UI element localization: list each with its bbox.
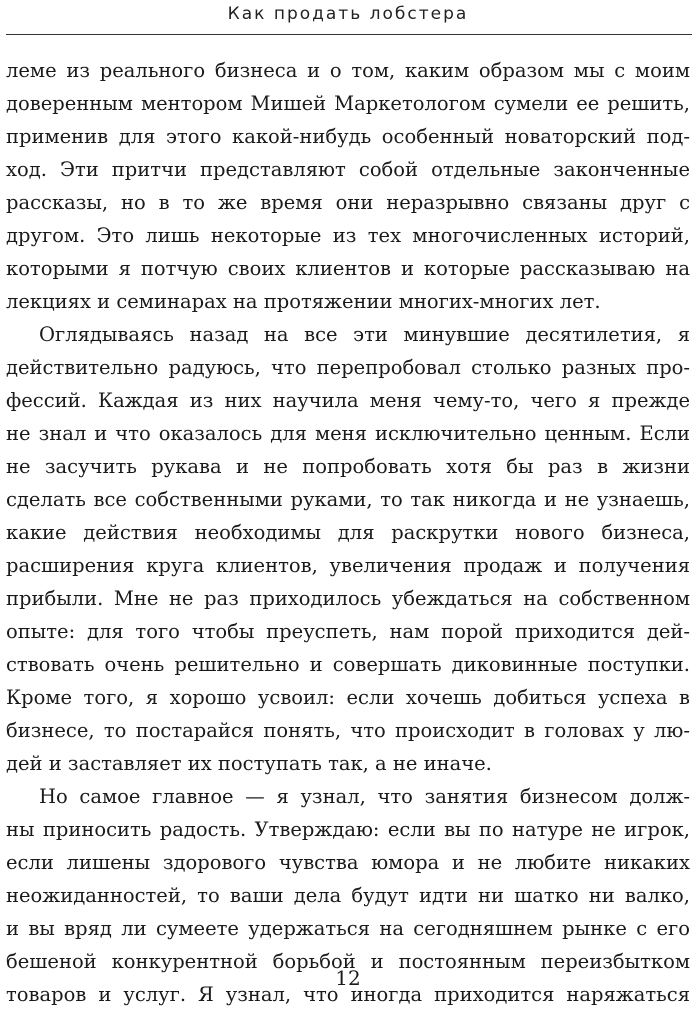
text-line: рассказы, но в то же время они неразрывно связаны друг с	[6, 191, 690, 214]
text-line: ход. Эти притчи представляют собой отдельные законченные	[6, 158, 690, 181]
paragraph-first-line: Но самое главное — я узнал, что занятия бизнесом долж-	[39, 785, 690, 808]
text-line: бизнесе, то постарайся понять, что происходит в головах у лю-	[6, 719, 690, 742]
text-line: опыте: для того чтобы преуспеть, нам порой приходится дей-	[6, 620, 690, 643]
text-line: какие действия необходимы для раскрутки нового бизнеса,	[6, 521, 690, 544]
text-line: леме из реального бизнеса и о том, каким образом мы с моим	[6, 59, 690, 82]
header-rule	[6, 34, 692, 35]
text-line: доверенным ментором Мишей Маркетологом сумели ее решить,	[6, 92, 690, 115]
text-line: действительно радуюсь, что перепробовал столько разных про-	[6, 356, 690, 379]
body-text	[6, 54, 690, 1011]
running-head: Как продать лобстера	[227, 4, 469, 24]
text-line: применив для этого какой-нибудь особенный новаторский под-	[6, 125, 690, 148]
text-line: расширения круга клиентов, увеличения продаж и получения	[6, 554, 690, 577]
text-line: ны приносить радость. Утверждаю: если вы по натуре не игрок,	[6, 818, 690, 841]
text-line: не засучить рукава и не попробовать хотя бы раз в жизни	[6, 455, 690, 478]
text-line: ствовать очень решительно и совершать диковинные поступки.	[6, 653, 690, 676]
text-line: не знал и что оказалось для меня исключительно ценным. Если	[6, 422, 690, 445]
text-line: и вы вряд ли сумеете удержаться на сегодняшнем рынке с его	[6, 917, 690, 940]
text-line: фессий. Каждая из них научила меня чему-то, чего я прежде	[6, 389, 690, 412]
text-line: бешеной конкурентной борьбой и постоянным переизбытком	[6, 950, 690, 973]
text-line: прибыли. Мне не раз приходилось убеждаться на собственном	[6, 587, 690, 610]
text-line: товаров и услуг. Я узнал, что иногда приходится наряжаться	[6, 983, 690, 1006]
text-line: дей и заставляет их поступать так, а не иначе.	[6, 752, 492, 775]
text-line: неожиданностей, то ваши дела будут идти ни шатко ни валко,	[6, 884, 690, 907]
text-line: сделать все собственными руками, то так никогда и не узнаешь,	[6, 488, 690, 511]
text-line: лекциях и семинарах на протяжении многих-многих лет.	[6, 290, 601, 313]
text-line: другом. Это лишь некоторые из тех многочисленных историй,	[6, 224, 690, 247]
text-line: если лишены здорового чувства юмора и не любите никаких	[6, 851, 690, 874]
text-line: Кроме того, я хорошо усвоил: если хочешь добиться успеха в	[6, 686, 690, 709]
paragraph-first-line: Оглядываясь назад на все эти минувшие десятилетия, я	[39, 323, 690, 346]
page-number: 12	[335, 966, 361, 990]
text-line: которыми я потчую своих клиентов и которые рассказываю на	[6, 257, 690, 280]
